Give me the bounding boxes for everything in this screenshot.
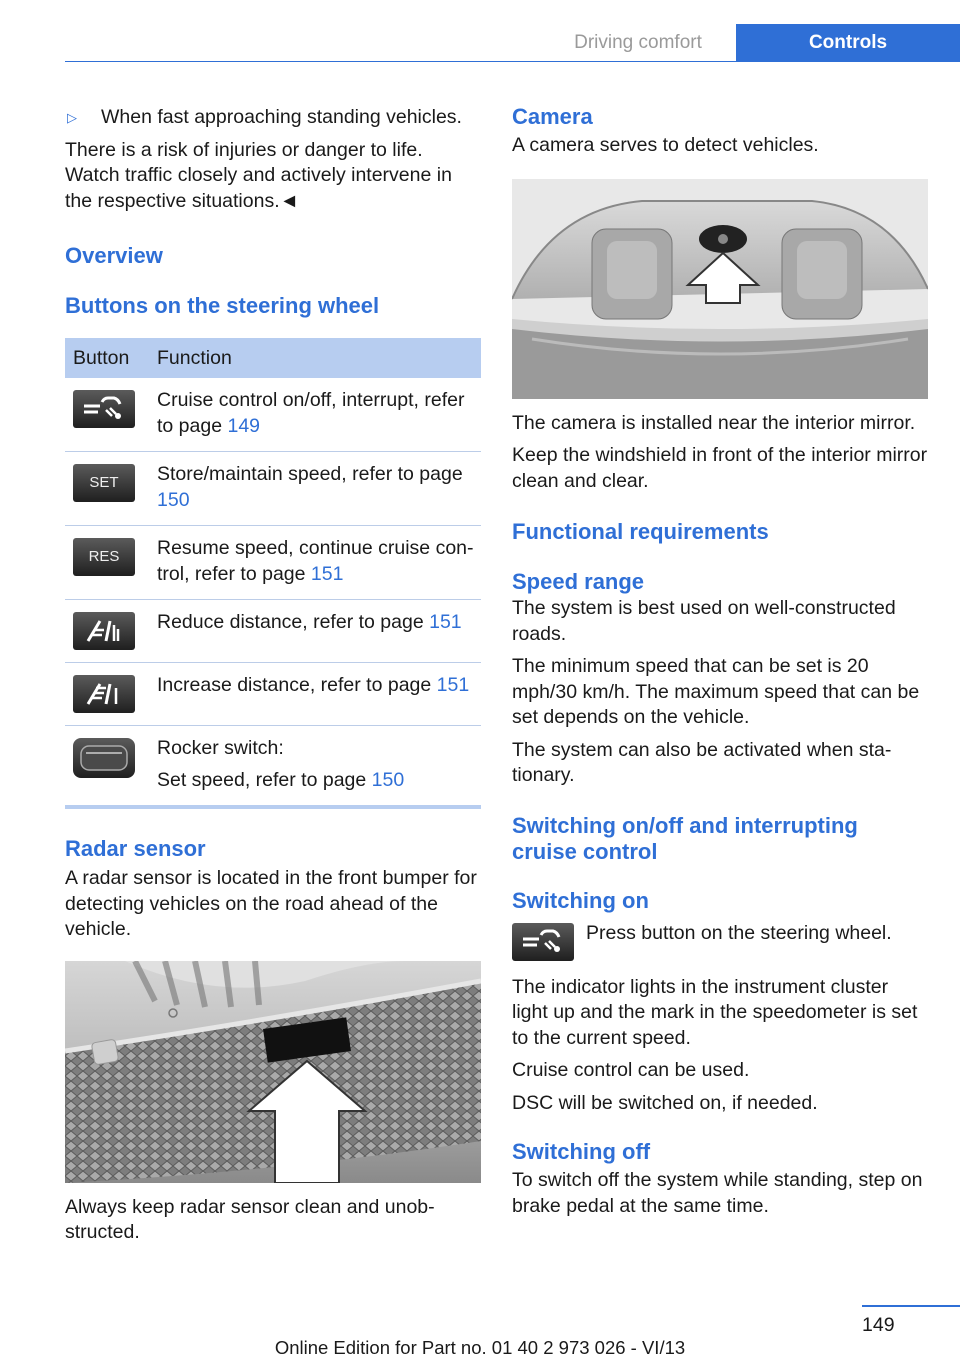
page-header xyxy=(0,24,960,62)
page-link[interactable]: 151 xyxy=(310,562,344,585)
radar-sensor-illustration xyxy=(65,961,481,1183)
switching-on-p2: Cruise control can be used. xyxy=(512,1059,750,1081)
reduce-distance-icon xyxy=(73,612,135,650)
page-number: 149 xyxy=(862,1314,895,1336)
left-column xyxy=(65,100,481,1246)
right-column xyxy=(512,100,928,1219)
switching-on-instruction: Press button on the steering wheel. xyxy=(512,921,928,961)
radar-text: A radar sensor is located in the front bumper for detecting vehicles on the road ahead of the vehicle. xyxy=(65,867,477,940)
switching-off-p1: To switch off the system while standing, step on brake pedal at the same time. xyxy=(512,1169,923,1217)
speed-p1: The system is best used on well-constructed roads. xyxy=(512,597,896,645)
increase-distance-icon xyxy=(73,675,135,713)
speed-p3: The system can also be activated when stationary. xyxy=(512,738,892,786)
warning-text: There is a risk of injuries or danger to life. Watch traffic closely and actively intervene in the respective situations.◄ xyxy=(65,138,452,212)
cruise-control-icon xyxy=(512,923,574,961)
page-link[interactable]: 149 xyxy=(227,414,261,437)
edition-line: Online Edition for Part no. 01 40 2 973 026 - VI/13 xyxy=(274,1337,686,1358)
table-row: Rocker switch: Set speed, refer to page 150 xyxy=(65,726,481,806)
switching-on-p3: DSC will be switched on, if needed. xyxy=(512,1091,818,1114)
camera-p2: Keep the windshield in front of the interior mirror clean and clear. xyxy=(512,444,928,492)
warning-bullet: ▷ When fast approaching standing vehicles. xyxy=(65,105,481,131)
switching-on-heading: Switching on xyxy=(512,887,649,913)
table-row: RES Resume speed, continue cruise control, refer to page 151 xyxy=(65,526,481,600)
footer-rule xyxy=(862,1305,960,1307)
overview-heading: Overview xyxy=(65,243,163,268)
header-chapter-tab: Controls xyxy=(736,24,960,62)
header-section: Driving comfort xyxy=(574,32,702,53)
triangle-bullet-icon: ▷ xyxy=(67,110,77,125)
header-rule xyxy=(65,61,960,62)
page-link[interactable]: 151 xyxy=(436,674,470,696)
speed-range-heading: Speed range xyxy=(512,569,645,594)
col-function-header: Function xyxy=(157,338,481,378)
rocker-switch-icon xyxy=(73,738,135,778)
col-button-header: Button xyxy=(65,338,157,378)
camera-illustration xyxy=(512,179,928,399)
cruise-control-icon xyxy=(73,390,135,428)
table-row: Reduce distance, refer to page 151 xyxy=(65,600,481,663)
switching-off-heading: Switching off xyxy=(512,1139,651,1164)
camera-heading: Camera xyxy=(512,104,593,129)
page-link[interactable]: 151 xyxy=(429,611,462,633)
switching-heading: Switching on/off and interrupting cruise control xyxy=(512,812,858,864)
page-link[interactable]: 150 xyxy=(371,768,405,791)
radar-heading: Radar sensor xyxy=(65,836,206,861)
camera-p1: The camera is installed near the interior mirror. xyxy=(512,411,916,434)
camera-text: A camera serves to detect vehicles. xyxy=(512,134,819,156)
speed-p2: The minimum speed that can be set is 20 mph/30 km/h. The maximum speed that can be set depends on the vehicle. xyxy=(512,655,920,728)
buttons-heading: Buttons on the steering wheel xyxy=(65,293,380,318)
res-button-icon: RES xyxy=(73,538,135,576)
switching-on-p1: The indicator lights in the instrument cluster light up and the mark in the speedometer is set to the current speed. xyxy=(512,975,918,1049)
table-row: Cruise control on/off, interrupt, refer to page 149 xyxy=(65,378,481,452)
set-button-icon: SET xyxy=(73,464,135,502)
buttons-table xyxy=(65,338,481,805)
table-header-row xyxy=(65,338,481,378)
radar-caption: Always keep radar sensor clean and unobstructed. xyxy=(65,1195,435,1243)
functional-requirements-heading: Functional requirements xyxy=(512,519,769,544)
table-row: SET Store/maintain speed, refer to page 150 xyxy=(65,452,481,526)
page-link[interactable]: 150 xyxy=(157,488,190,511)
table-row: Increase distance, refer to page 151 xyxy=(65,663,481,726)
